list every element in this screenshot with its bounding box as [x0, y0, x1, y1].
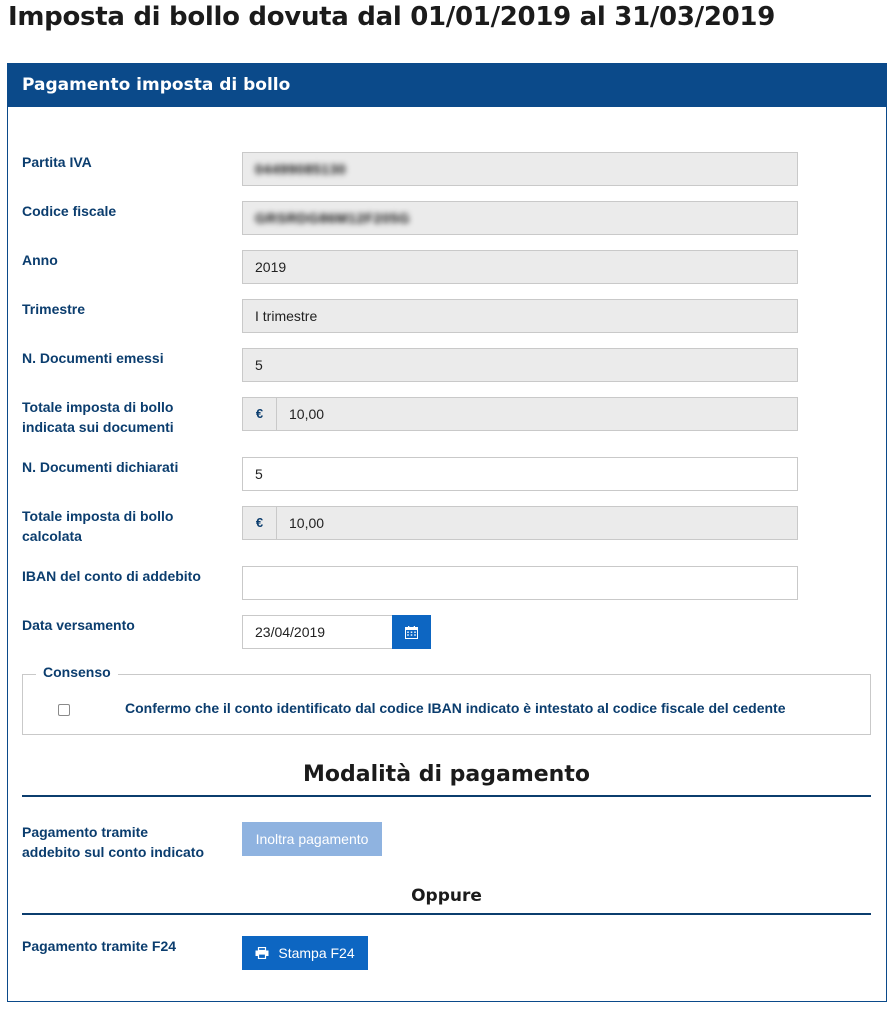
partita-iva-value: 04499085130	[255, 161, 347, 177]
divider	[22, 795, 871, 797]
consenso-text: Confermo che il conto identificato dal codice IBAN indicato è intestato al codice fiscale del cedente	[125, 700, 786, 716]
doc-emessi-field	[242, 348, 798, 382]
euro-addon: €	[243, 398, 277, 430]
totale-calcolata-field	[242, 506, 798, 540]
partita-iva-label: Partita IVA	[22, 154, 92, 170]
divider	[22, 913, 871, 915]
totale-calcolata-label-line1: Totale imposta di bollo	[22, 508, 174, 524]
consenso-legend: Consenso	[36, 664, 118, 680]
totale-calcolata-label-line2: calcolata	[22, 528, 82, 544]
doc-dichiarati-value: 5	[255, 466, 263, 482]
data-versamento-label: Data versamento	[22, 617, 135, 633]
data-versamento-input[interactable]	[242, 615, 393, 649]
iban-input[interactable]	[242, 566, 798, 600]
anno-value: 2019	[255, 259, 287, 275]
consenso-checkbox[interactable]	[58, 704, 70, 716]
doc-dichiarati-input[interactable]	[242, 457, 798, 491]
addebito-label-line2: addebito sul conto indicato	[22, 844, 204, 860]
partita-iva-field	[242, 152, 798, 186]
trimestre-label: Trimestre	[22, 301, 86, 317]
addebito-label-line1: Pagamento tramite	[22, 824, 149, 840]
stampa-f24-label: Stampa F24	[278, 945, 355, 961]
iban-label: IBAN del conto di addebito	[22, 568, 201, 584]
totale-indicata-label-line1: Totale imposta di bollo	[22, 399, 174, 415]
data-versamento-value: 23/04/2019	[255, 624, 326, 640]
totale-calcolata-value: 10,00	[289, 515, 325, 531]
totale-indicata-label-line2: indicata sui documenti	[22, 419, 174, 435]
calendar-button[interactable]	[392, 615, 431, 649]
doc-dichiarati-label: N. Documenti dichiarati	[22, 459, 179, 475]
addebito-label	[22, 822, 204, 862]
totale-indicata-value: 10,00	[289, 406, 325, 422]
doc-emessi-value: 5	[255, 357, 263, 373]
f24-label: Pagamento tramite F24	[22, 938, 177, 954]
modalita-title: Modalità di pagamento	[303, 762, 590, 787]
codice-fiscale-value: GRSRDG86M12F205G	[255, 210, 411, 226]
calendar-icon	[405, 626, 418, 639]
page-title: Imposta di bollo dovuta dal 01/01/2019 al 31/03/2019	[8, 2, 776, 32]
oppure-title: Oppure	[411, 886, 482, 906]
stampa-f24-button[interactable]	[242, 936, 368, 970]
print-icon	[255, 947, 269, 959]
euro-addon: €	[243, 507, 277, 539]
inoltra-pagamento-button[interactable]: Inoltra pagamento	[242, 822, 382, 856]
totale-calcolata-label	[22, 506, 173, 546]
totale-indicata-field	[242, 397, 798, 431]
trimestre-value: I trimestre	[255, 308, 318, 324]
codice-fiscale-field	[242, 201, 798, 235]
doc-emessi-label: N. Documenti emessi	[22, 350, 164, 366]
anno-field	[242, 250, 798, 284]
panel-header: Pagamento imposta di bollo	[8, 64, 886, 107]
anno-label: Anno	[22, 252, 58, 268]
totale-indicata-label	[22, 397, 174, 437]
codice-fiscale-label: Codice fiscale	[22, 203, 117, 219]
trimestre-field	[242, 299, 798, 333]
